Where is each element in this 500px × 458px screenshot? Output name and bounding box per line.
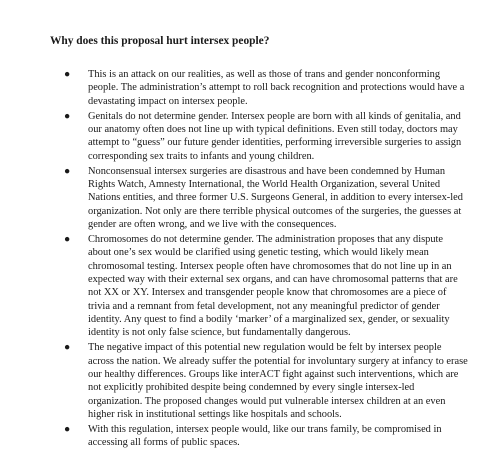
list-item bbox=[50, 165, 468, 232]
list-item-text: This is an attack on our realities, as well as those of trans and gender nonconforming people. The administration’s attempt to roll back recognition and protections would have a devastating impact on intersex people. bbox=[88, 69, 465, 107]
list-item-text: With this regulation, intersex people would, like our trans family, be compromised in accessing all forms of public spaces. bbox=[88, 423, 442, 449]
list-item-text: The negative impact of this potential new regulation would be felt by intersex people across the nation. We already suffer the potential for involuntary surgery at infancy to erase our healthy differences. Groups like interACT fight against such interventions, which are not explicitly prohibited despite being condemned by every single intersex-led organization. The proposed changes would put vulnerable intersex children at an even higher risk in institutional settings like hospitals and schools. bbox=[88, 342, 468, 420]
bullet-icon: ● bbox=[64, 342, 71, 354]
section-heading: Why does this proposal hurt intersex people? bbox=[50, 35, 270, 47]
bullet-icon: ● bbox=[64, 69, 71, 80]
bullet-icon: ● bbox=[64, 233, 71, 245]
bullet-icon: ● bbox=[64, 423, 71, 435]
bullet-icon: ● bbox=[64, 165, 71, 177]
list-item-text: Genitals do not determine gender. Intersex people are born with all kinds of genitalia, and our anatomy often does not line up with typical definitions. Even still today, doctors may attempt to “guess” our future gender identities, performing irreversible surgeries to assign corresponding sex traits to infants and young children. bbox=[88, 110, 462, 162]
list-item-text: Chromosomes do not determine gender. The administration proposes that any dispute about one’s sex would be clarified using genetic testing, which would likely mean chromosomal testing. Intersex people often have chromosomes that do not line up in an expected way with their external sex organs, and can have chromosomal patterns that are not XX or XY. Intersex and transgender people know that chromosomes are a piece of trivia and a remnant from fetal development, not any meaningful predictor of gender identity. Any quest to find a bodily ‘marker’ of a marginalized sex, gender, or sexuality identity is not only false science, but fundamentally dangerous. bbox=[88, 233, 458, 339]
list-item bbox=[50, 110, 468, 163]
list-item bbox=[50, 341, 468, 421]
list-item-text: Nonconsensual intersex surgeries are disastrous and have been condemned by Human Rights Watch, Amnesty International, the World Health Organization, several United Nations entities, and three former U.S. Surgeons General, in addition to every intersex-led organization. Not only are there terrible physical outcomes of the surgeries, the guesses at gender are often wrong, and we live with the consequences. bbox=[88, 165, 463, 230]
list-item bbox=[50, 68, 468, 108]
bullet-icon: ● bbox=[64, 110, 71, 122]
list-item bbox=[50, 233, 468, 340]
list-item bbox=[50, 423, 468, 450]
bullet-list bbox=[50, 68, 468, 450]
